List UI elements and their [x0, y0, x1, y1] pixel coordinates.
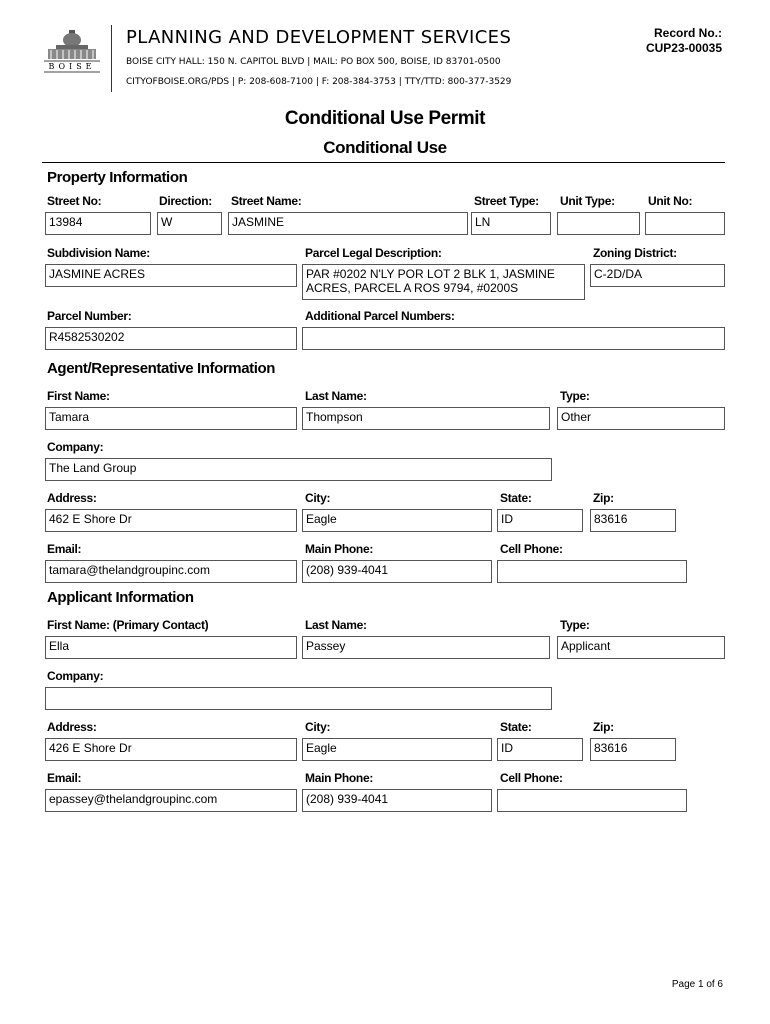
header-divider: [111, 25, 112, 92]
applicant-type-label: Type:: [560, 618, 590, 632]
agent-cell-phone-label: Cell Phone:: [500, 542, 563, 556]
boise-logo: [42, 28, 102, 80]
page-subtitle: Conditional Use: [323, 138, 447, 157]
applicant-main-phone-field[interactable]: (208) 939-4041: [302, 789, 492, 812]
zoning-field[interactable]: C-2D/DA: [590, 264, 725, 287]
additional-parcels-label: Additional Parcel Numbers:: [305, 309, 455, 323]
agent-state-label: State:: [500, 491, 532, 505]
agent-address-field[interactable]: 462 E Shore Dr: [45, 509, 297, 532]
subdivision-label: Subdivision Name:: [47, 246, 150, 260]
applicant-main-phone-label: Main Phone:: [305, 771, 374, 785]
agent-heading: Agent/Representative Information: [47, 360, 276, 377]
applicant-company-field[interactable]: [45, 687, 552, 710]
parcel-number-label: Parcel Number:: [47, 309, 132, 323]
org-name: PLANNING AND DEVELOPMENT SERVICES: [126, 27, 512, 48]
street-no-label: Street No:: [47, 194, 102, 208]
agent-company-label: Company:: [47, 440, 104, 454]
applicant-state-field[interactable]: ID: [497, 738, 583, 761]
agent-company-field[interactable]: The Land Group: [45, 458, 552, 481]
applicant-zip-label: Zip:: [593, 720, 614, 734]
agent-first-name-field[interactable]: Tamara: [45, 407, 297, 430]
applicant-zip-field[interactable]: 83616: [590, 738, 676, 761]
direction-field[interactable]: W: [157, 212, 222, 235]
applicant-first-name-field[interactable]: Ella: [45, 636, 297, 659]
agent-zip-field[interactable]: 83616: [590, 509, 676, 532]
applicant-cell-phone-field[interactable]: [497, 789, 687, 812]
street-no-field[interactable]: 13984: [45, 212, 151, 235]
applicant-city-field[interactable]: Eagle: [302, 738, 492, 761]
applicant-email-label: Email:: [47, 771, 82, 785]
property-heading: Property Information: [47, 169, 188, 186]
subdivision-field[interactable]: JASMINE ACRES: [45, 264, 297, 287]
logo-text: BOISE: [48, 62, 96, 71]
record-number: CUP23-00035: [645, 41, 722, 55]
street-name-field[interactable]: JASMINE: [228, 212, 468, 235]
direction-label: Direction:: [159, 194, 213, 208]
agent-type-label: Type:: [560, 389, 590, 403]
legal-description-label: Parcel Legal Description:: [305, 246, 442, 260]
page-number: Page 1 of 6: [671, 979, 723, 990]
agent-main-phone-label: Main Phone:: [305, 542, 374, 556]
applicant-address-label: Address:: [47, 720, 97, 734]
page-title: Conditional Use Permit: [284, 108, 486, 129]
unit-type-field[interactable]: [557, 212, 640, 235]
applicant-last-name-field[interactable]: Passey: [302, 636, 550, 659]
street-type-field[interactable]: LN: [471, 212, 551, 235]
applicant-heading: Applicant Information: [47, 589, 194, 606]
unit-no-field[interactable]: [645, 212, 725, 235]
agent-city-label: City:: [305, 491, 331, 505]
applicant-city-label: City:: [305, 720, 331, 734]
agent-type-field[interactable]: Other: [557, 407, 725, 430]
agent-main-phone-field[interactable]: (208) 939-4041: [302, 560, 492, 583]
record-label: Record No.:: [653, 26, 722, 40]
legal-description-field[interactable]: PAR #0202 N'LY POR LOT 2 BLK 1, JASMINE ACRES, PARCEL A ROS 9794, #0200S: [302, 264, 585, 300]
capitol-icon: [42, 28, 102, 80]
applicant-state-label: State:: [500, 720, 532, 734]
agent-city-field[interactable]: Eagle: [302, 509, 492, 532]
title-rule: [42, 162, 725, 163]
applicant-last-name-label: Last Name:: [305, 618, 367, 632]
unit-type-label: Unit Type:: [560, 194, 615, 208]
address-line: BOISE CITY HALL: 150 N. CAPITOL BLVD | MAIL: PO BOX 500, BOISE, ID 83701-0500: [126, 57, 501, 67]
applicant-email-field[interactable]: epassey@thelandgroupinc.com: [45, 789, 297, 812]
zoning-label: Zoning District:: [593, 246, 677, 260]
street-name-label: Street Name:: [231, 194, 302, 208]
agent-last-name-label: Last Name:: [305, 389, 367, 403]
contact-line: CITYOFBOISE.ORG/PDS | P: 208-608-7100 | F: 208-384-3753 | TTY/TTD: 800-377-3529: [126, 77, 512, 87]
agent-email-field[interactable]: tamara@thelandgroupinc.com: [45, 560, 297, 583]
applicant-cell-phone-label: Cell Phone:: [500, 771, 563, 785]
unit-no-label: Unit No:: [648, 194, 693, 208]
agent-email-label: Email:: [47, 542, 82, 556]
additional-parcels-field[interactable]: [302, 327, 725, 350]
street-type-label: Street Type:: [474, 194, 539, 208]
agent-first-name-label: First Name:: [47, 389, 110, 403]
applicant-address-field[interactable]: 426 E Shore Dr: [45, 738, 297, 761]
agent-zip-label: Zip:: [593, 491, 614, 505]
parcel-number-field[interactable]: R4582530202: [45, 327, 297, 350]
applicant-type-field[interactable]: Applicant: [557, 636, 725, 659]
applicant-company-label: Company:: [47, 669, 104, 683]
agent-address-label: Address:: [47, 491, 97, 505]
agent-last-name-field[interactable]: Thompson: [302, 407, 550, 430]
agent-state-field[interactable]: ID: [497, 509, 583, 532]
applicant-first-name-label: First Name: (Primary Contact): [47, 618, 209, 632]
agent-cell-phone-field[interactable]: [497, 560, 687, 583]
